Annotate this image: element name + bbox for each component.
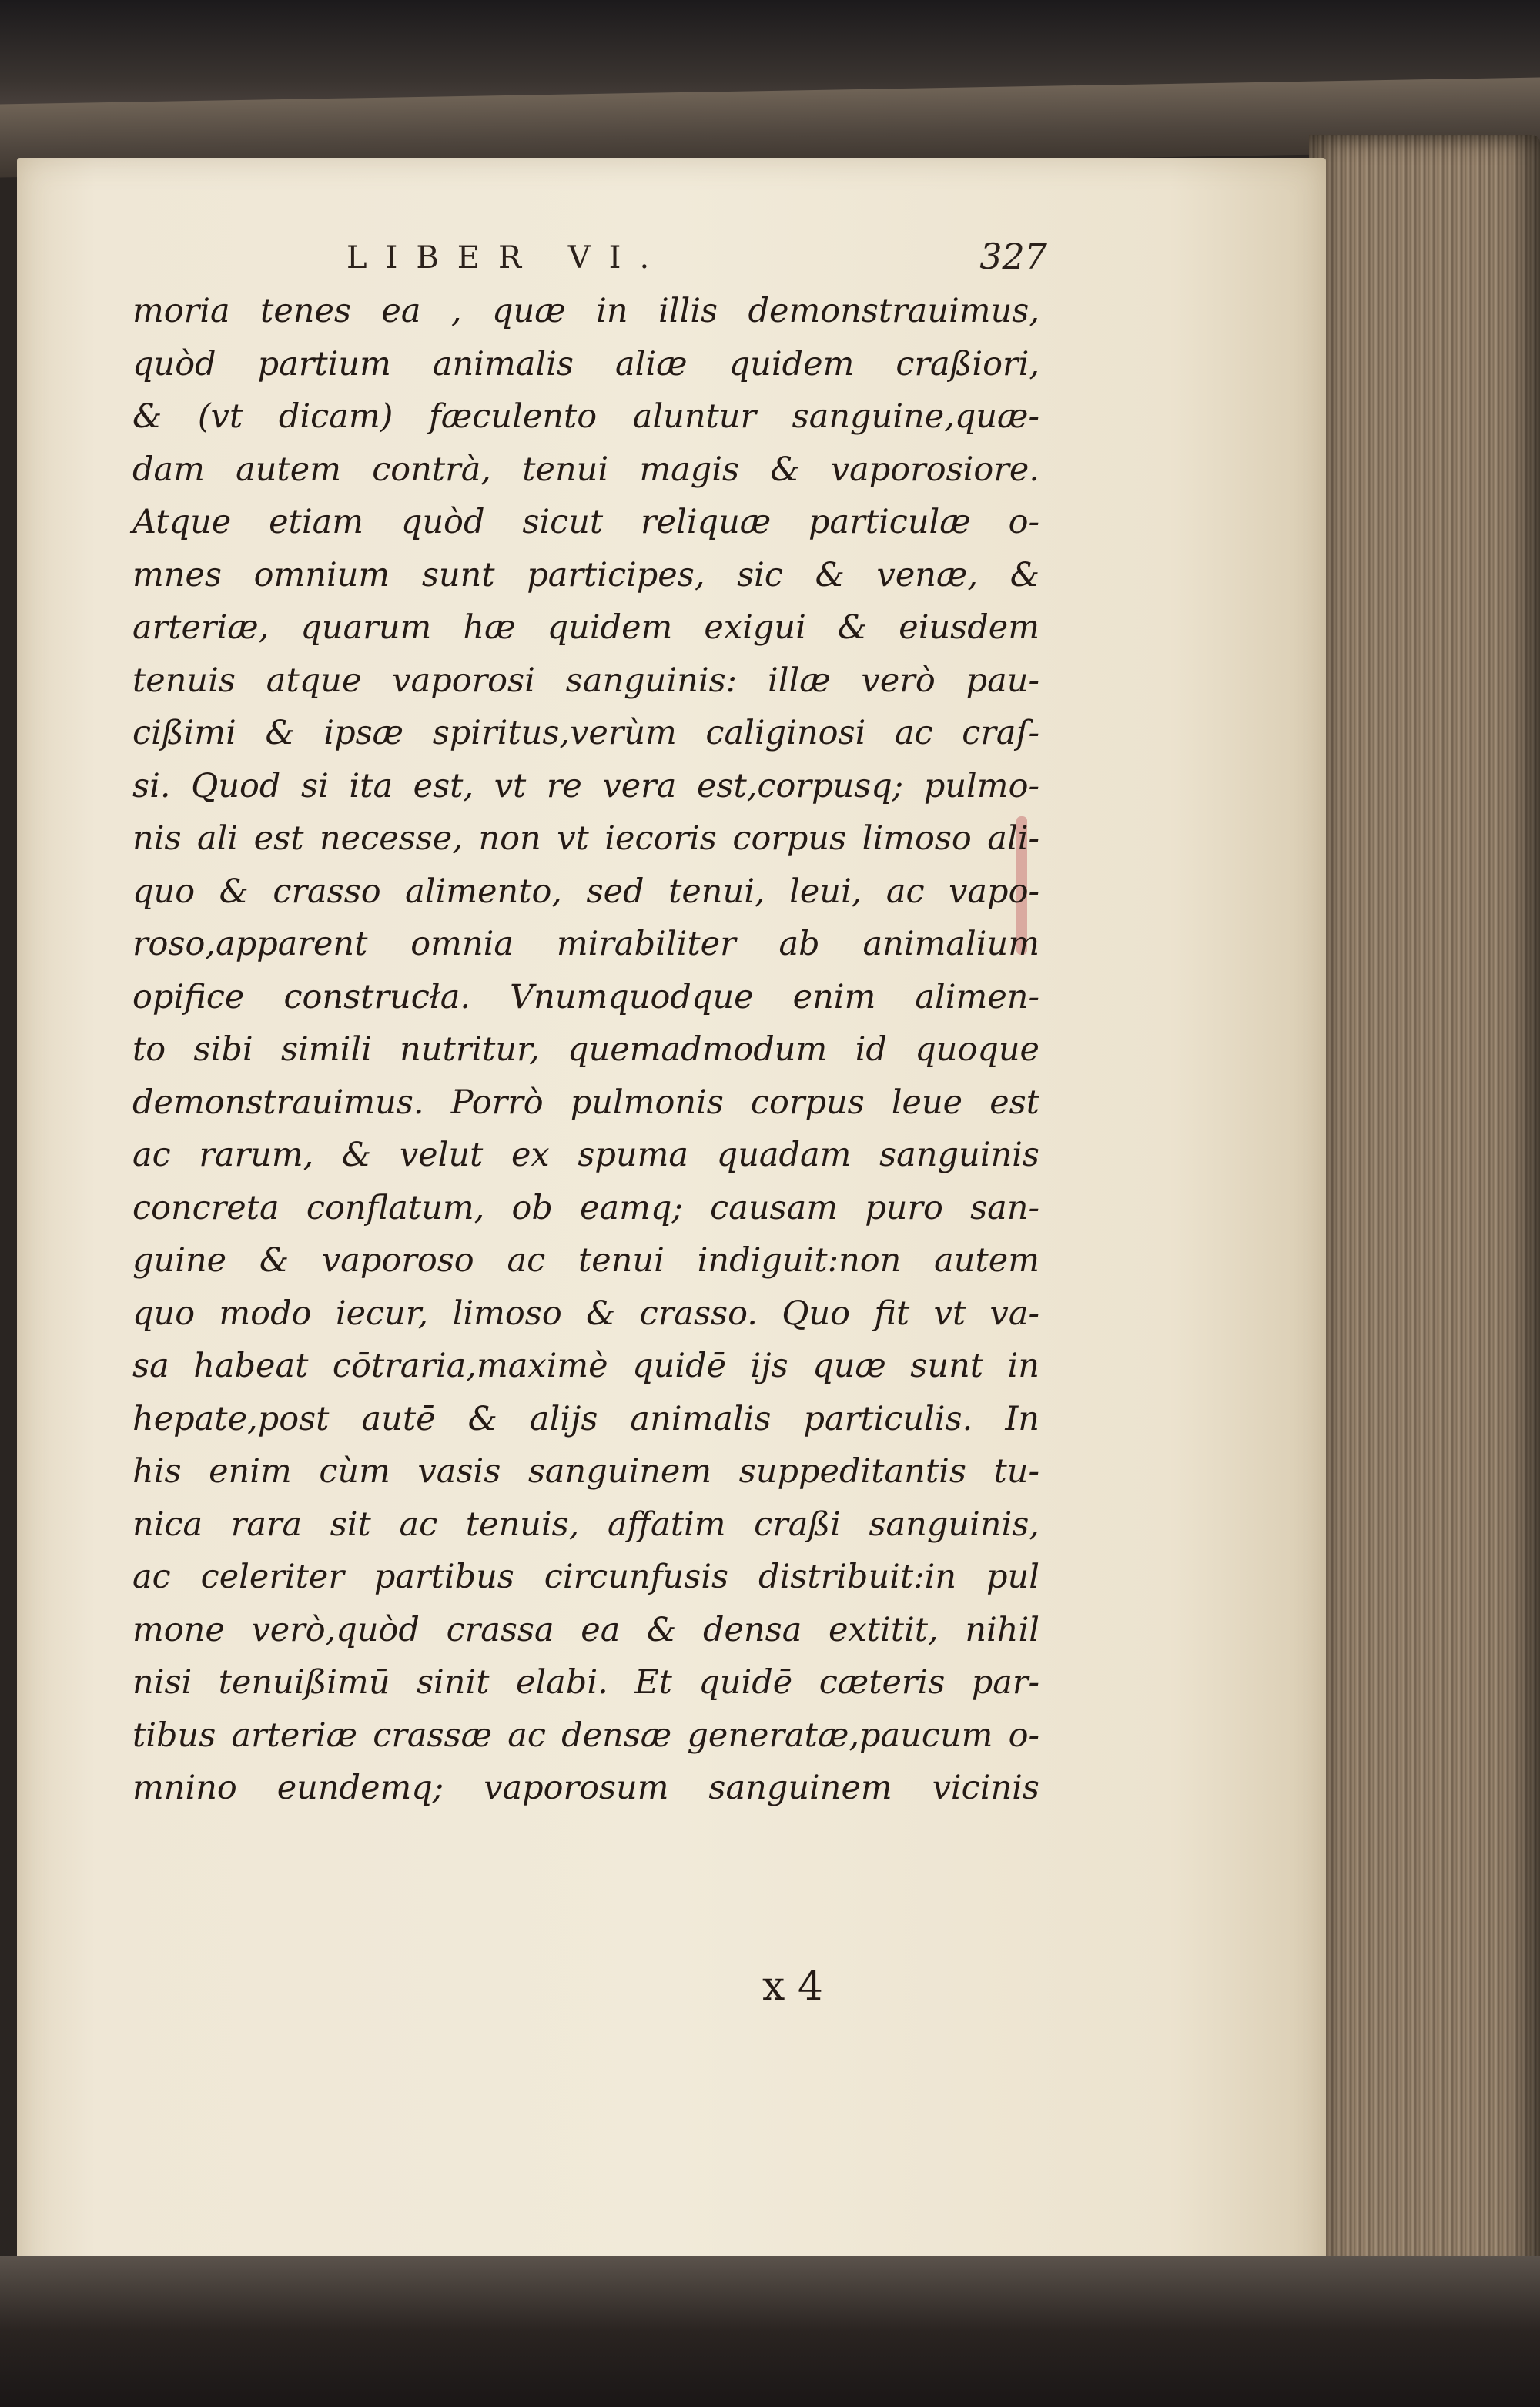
book-fore-edge	[1309, 135, 1540, 2291]
text-line: hepate,post autē & alijs animalis particulis. In	[132, 1399, 1040, 1438]
text-line: tenuis atque vaporosi sanguinis: illæ verò pau-	[132, 661, 1040, 700]
text-line: demonstrauimus. Porrò pulmonis corpus leue est	[132, 1083, 1040, 1122]
text-line: mnino eundemq; vaporosum sanguinem vicinis	[132, 1769, 1040, 1807]
dark-background-bottom	[0, 2256, 1540, 2407]
body-text	[132, 285, 1040, 1815]
text-line: Atque etiam quòd sicut reliquæ particulæ o-	[132, 503, 1040, 541]
text-line: quòd partium animalis aliæ quidem craßiori,	[132, 344, 1040, 383]
text-line: arteriæ, quarum hæ quidem exigui & eiusdem	[132, 608, 1040, 647]
text-line: sa habeat cōtraria,maximè quidē ijs quæ sunt in	[132, 1347, 1040, 1385]
signature-mark: x 4	[762, 1963, 823, 2010]
text-line: moria tenes ea , quæ in illis demonstrauimus,	[132, 292, 1040, 330]
text-line: roso,apparent omnia mirabiliter ab animalium	[132, 925, 1040, 963]
text-line: mone verò,quòd crassa ea & densa extitit, nihil	[132, 1610, 1040, 1649]
text-line: quo & crasso alimento, sed tenui, leui, ac vapo-	[132, 872, 1040, 911]
text-line: & (vt dicam) fæculento aluntur sanguine,quæ-	[132, 397, 1040, 436]
text-line: to sibi simili nutritur, quemadmodum id quoque	[132, 1030, 1040, 1069]
text-line: his enim cùm vasis sanguinem suppeditantis tu-	[132, 1452, 1040, 1491]
text-line: nis ali est necesse, non vt iecoris corpus limoso ali-	[132, 819, 1040, 858]
text-line: quo modo iecur, limoso & crasso. Quo fit vt va-	[132, 1294, 1040, 1333]
text-line: nisi tenuißimū sinit elabi. Et quidē cæteris par-	[132, 1663, 1040, 1702]
text-line: mnes omnium sunt participes, sic & venæ, &	[132, 555, 1040, 594]
text-line: cißimi & ipsæ spiritus,verùm caliginosi ac craſ-	[132, 714, 1040, 752]
running-head-title: LIBER VI.	[346, 240, 668, 276]
text-line: ac celeriter partibus circunfusis distribuit:in pul	[132, 1558, 1040, 1596]
text-line: tibus arteriæ crassæ ac densæ generatæ,paucum o-	[132, 1716, 1040, 1755]
text-line: ac rarum, & velut ex spuma quadam sanguinis	[132, 1136, 1040, 1174]
text-line: dam autem contrà, tenui magis & vaporosiore.	[132, 450, 1040, 489]
text-line: guine & vaporoso ac tenui indiguit:non autem	[132, 1241, 1040, 1280]
text-line: concreta conflatum, ob eamq; causam puro san-	[132, 1188, 1040, 1227]
text-line: opifice construcła. Vnumquodque enim alimen-	[132, 977, 1040, 1016]
text-line: nica rara sit ac tenuis, affatim craßi sanguinis,	[132, 1505, 1040, 1544]
text-line: si. Quod si ita est, vt re vera est,corpusq; pulmo-	[132, 766, 1040, 805]
page-number: 327	[979, 236, 1047, 277]
